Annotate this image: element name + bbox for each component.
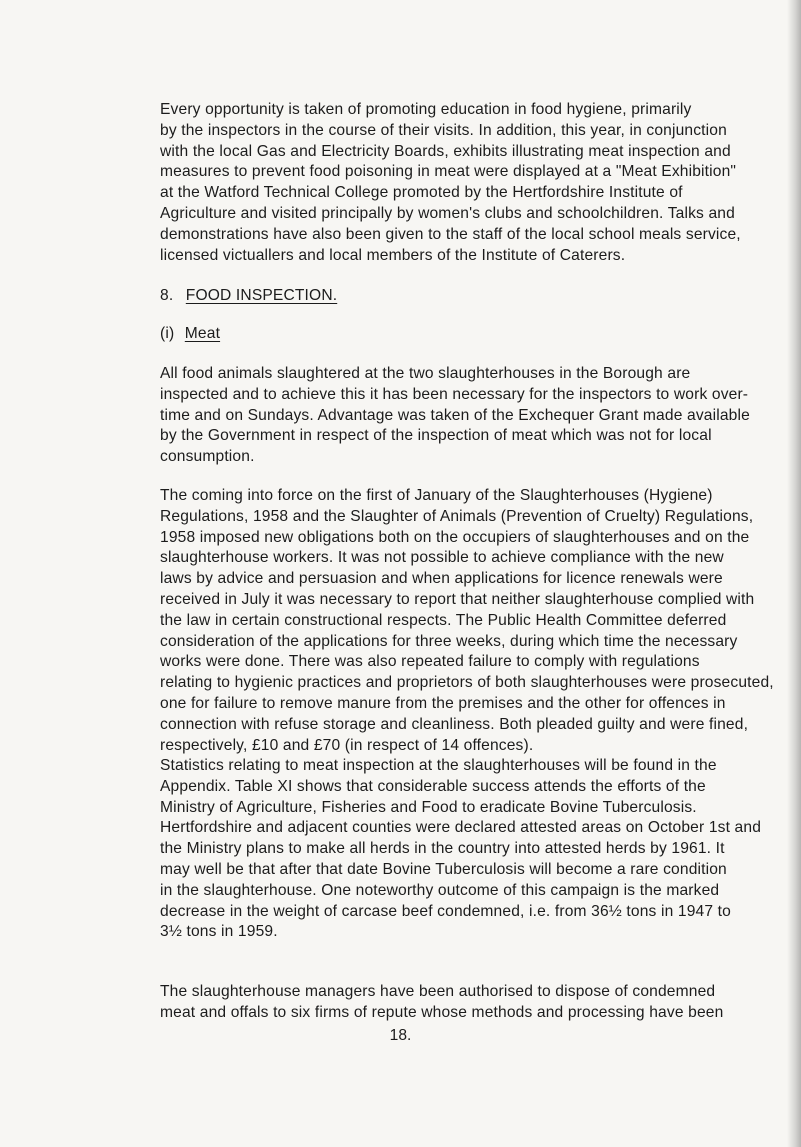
text-line: Every opportunity is taken of promoting education in food hygiene, primarily	[160, 101, 692, 118]
subsection-number: (i)	[160, 325, 175, 342]
text-line: by the Government in respect of the inspection of meat which was not for local	[160, 427, 712, 445]
text-line: with the local Gas and Electricity Boards, exhibits illustrating meat inspection and	[160, 142, 731, 160]
text-line: The slaughterhouse managers have been authorised to dispose of condemned	[160, 983, 716, 1000]
text-line: the law in certain constructional respects. The Public Health Committee deferred	[160, 611, 727, 629]
text-line: works were done. There was also repeated failure to comply with regulations	[160, 653, 700, 671]
text-line: Hertfordshire and adjacent counties were declared attested areas on October 1st and	[160, 819, 762, 837]
page-number: 18.	[389, 1027, 412, 1044]
text-line: Ministry of Agriculture, Fisheries and Food to eradicate Bovine Tuberculosis.	[160, 798, 697, 816]
section-heading	[160, 286, 337, 307]
subsection-heading	[160, 324, 220, 345]
paragraph-meat-inspection	[160, 364, 760, 468]
section-number: 8.	[160, 287, 174, 304]
text-line: licensed victuallers and local members of the Institute of Caterers.	[160, 246, 626, 264]
paragraph-food-hygiene-education	[160, 100, 760, 266]
text-line: the Ministry plans to make all herds in the country into attested herds by 1961. It	[160, 840, 725, 858]
subsection-title: Meat	[184, 325, 221, 342]
text-line: Agriculture and visited principally by women's clubs and schoolchildren. Talks and	[160, 204, 735, 222]
text-line: Statistics relating to meat inspection at the slaughterhouses will be found in the	[160, 757, 717, 774]
text-line: demonstrations have also been given to the staff of the local school meals service,	[160, 225, 741, 243]
text-line: may well be that after that date Bovine Tuberculosis will become a rare condition	[160, 860, 727, 878]
text-line: measures to prevent food poisoning in meat were displayed at a "Meat Exhibition"	[160, 163, 737, 181]
text-line: time and on Sundays. Advantage was taken of the Exchequer Grant made available	[160, 406, 750, 424]
text-line: consumption.	[160, 448, 255, 466]
section-title: FOOD INSPECTION.	[185, 287, 338, 304]
text-line: in the slaughterhouse. One noteworthy outcome of this campaign is the marked	[160, 881, 720, 899]
text-line: All food animals slaughtered at the two slaughterhouses in the Borough are	[160, 365, 691, 382]
text-line: laws by advice and persuasion and when applications for licence renewals were	[160, 570, 723, 588]
text-line: received in July it was necessary to report that neither slaughterhouse complied with	[160, 590, 755, 608]
text-line: meat and offals to six firms of repute whose methods and processing have been	[160, 1003, 724, 1021]
text-line: connection with refuse storage and cleanliness. Both pleaded guilty and were fined,	[160, 715, 749, 733]
paragraph-statistics	[160, 756, 760, 943]
text-line: relating to hygienic practices and proprietors of both slaughterhouses were prosecuted,	[160, 674, 774, 692]
paragraph-slaughterhouse-regulations	[160, 486, 774, 756]
text-line: inspected and to achieve this it has been necessary for the inspectors to work over-	[160, 385, 749, 403]
text-line: Regulations, 1958 and the Slaughter of Animals (Prevention of Cruelty) Regulations,	[160, 507, 754, 525]
text-line: The coming into force on the first of January of the Slaughterhouses (Hygiene)	[160, 487, 713, 504]
text-line: one for failure to remove manure from the premises and the other for offences in	[160, 694, 726, 712]
text-line: respectively, £10 and £70 (in respect of 14 offences).	[160, 736, 534, 754]
paragraph-disposal	[160, 982, 760, 1024]
text-line: Appendix. Table XI shows that considerable success attends the efforts of the	[160, 777, 706, 795]
text-line: by the inspectors in the course of their visits. In addition, this year, in conjunction	[160, 121, 727, 139]
text-line: slaughterhouse workers. It was not possible to achieve compliance with the new	[160, 549, 724, 567]
text-line: 1958 imposed new obligations both on the occupiers of slaughterhouses and on the	[160, 528, 750, 546]
text-line: decrease in the weight of carcase beef condemned, i.e. from 36½ tons in 1947 to	[160, 902, 731, 920]
text-line: 3½ tons in 1959.	[160, 923, 278, 941]
page-edge-shadow	[787, 0, 801, 1147]
text-line: at the Watford Technical College promoted by the Hertfordshire Institute of	[160, 184, 683, 202]
text-line: consideration of the applications for three weeks, during which time the necessary	[160, 632, 738, 650]
